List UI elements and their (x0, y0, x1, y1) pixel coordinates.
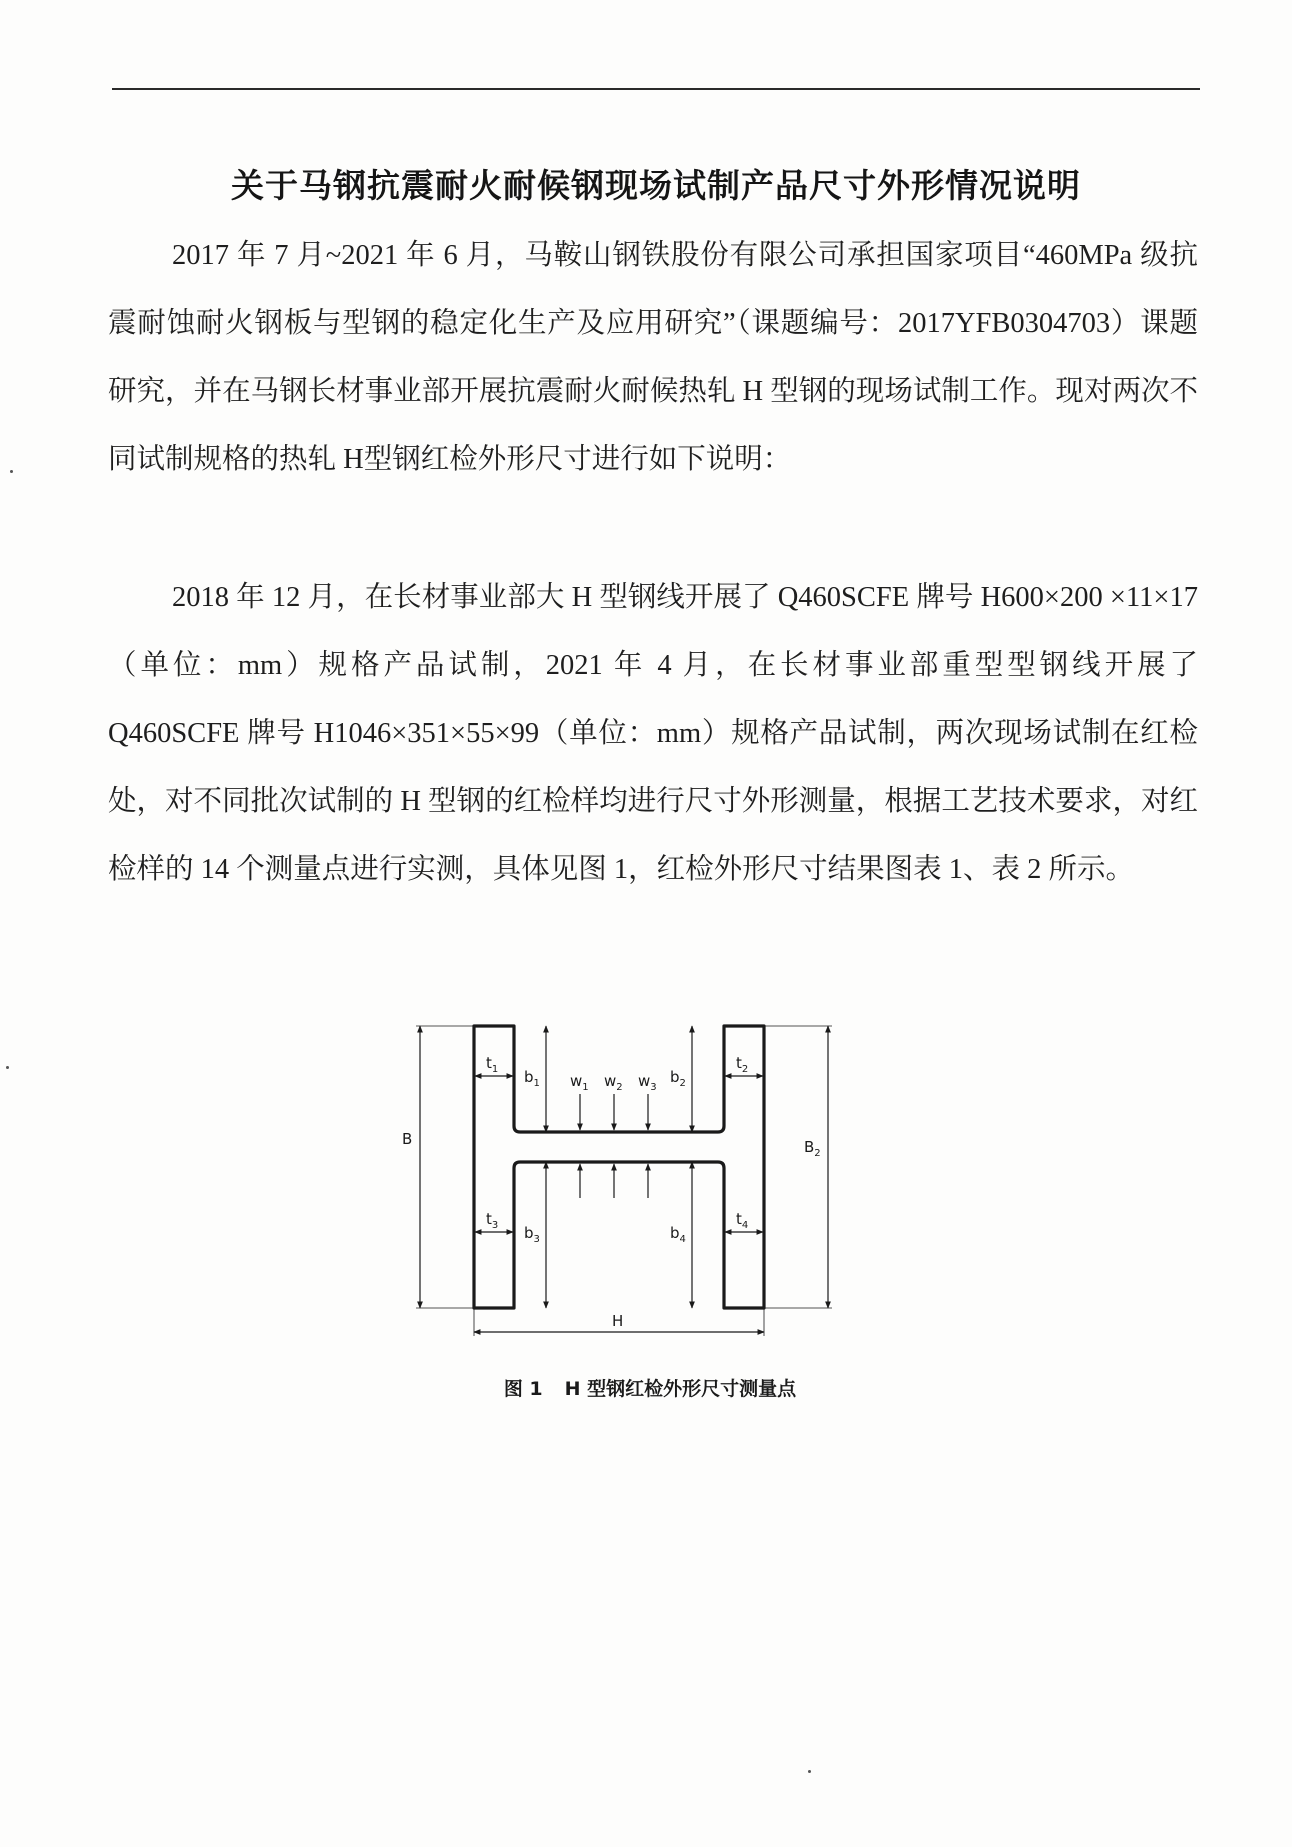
label-w3: $w_3$ (638, 1072, 657, 1093)
label-b2: $b_2$ (670, 1068, 686, 1089)
figure-caption (380, 1374, 920, 1401)
paragraph-2-text: 2018 年 12 月，在长材事业部大 H 型钢线开展了 Q460SCFE 牌号 H600×200 ×11×17（单位：mm）规格产品试制，2021 年 4 月，在长材事业部重型型钢线开展了 Q460SCFE 牌号 H1046×351×55×99（单位：mm）规格产品试制，两次现场试制在红检处，对不同批次试制的 H 型钢的红检样均进行尺寸外形测量，根据工艺技术要求，对红检样的 14 个测量点进行实测，具体见图 1，红检外形尺寸结果图表 1、表 2 所示。 (108, 582, 1198, 885)
header-rule (112, 88, 1200, 90)
label-H: H (612, 1312, 624, 1330)
h-beam-diagram (380, 1010, 920, 1340)
label-B2: $B_2$ (804, 1138, 821, 1159)
h-beam-outline (474, 1026, 764, 1308)
paragraph-2 (108, 564, 1198, 904)
label-b1: $b_1$ (524, 1068, 540, 1089)
figure-caption-number: 图 1 (503, 1378, 543, 1400)
paragraph-1 (108, 222, 1198, 494)
document-title: 关于马钢抗震耐火耐候钢现场试制产品尺寸外形情况说明 (231, 166, 1081, 205)
label-t2: $t_2$ (736, 1054, 749, 1075)
label-B: B (402, 1130, 413, 1148)
label-w2: $w_2$ (604, 1072, 623, 1093)
scan-speck (808, 1770, 811, 1773)
label-t1: $t_1$ (486, 1054, 499, 1075)
label-t4: $t_4$ (736, 1210, 749, 1231)
label-b3: $b_3$ (524, 1224, 540, 1245)
label-w1: $w_1$ (570, 1072, 589, 1093)
scan-speck (6, 1066, 9, 1069)
label-t3: $t_3$ (486, 1210, 499, 1231)
figure-caption-text: H 型钢红检外形尺寸测量点 (564, 1378, 797, 1400)
label-b4: $b_4$ (670, 1224, 686, 1245)
paragraph-1-text: 2017 年 7 月~2021 年 6 月，马鞍山钢铁股份有限公司承担国家项目“460MPa 级抗震耐蚀耐火钢板与型钢的稳定化生产及应用研究”（课题编号：2017YFB0304703）课题研究，并在马钢长材事业部开展抗震耐火耐候热轧 H 型钢的现场试制工作。现对两次不同试制规格的热轧 H型钢红检外形尺寸进行如下说明： (108, 240, 1198, 475)
scan-speck (10, 470, 13, 473)
